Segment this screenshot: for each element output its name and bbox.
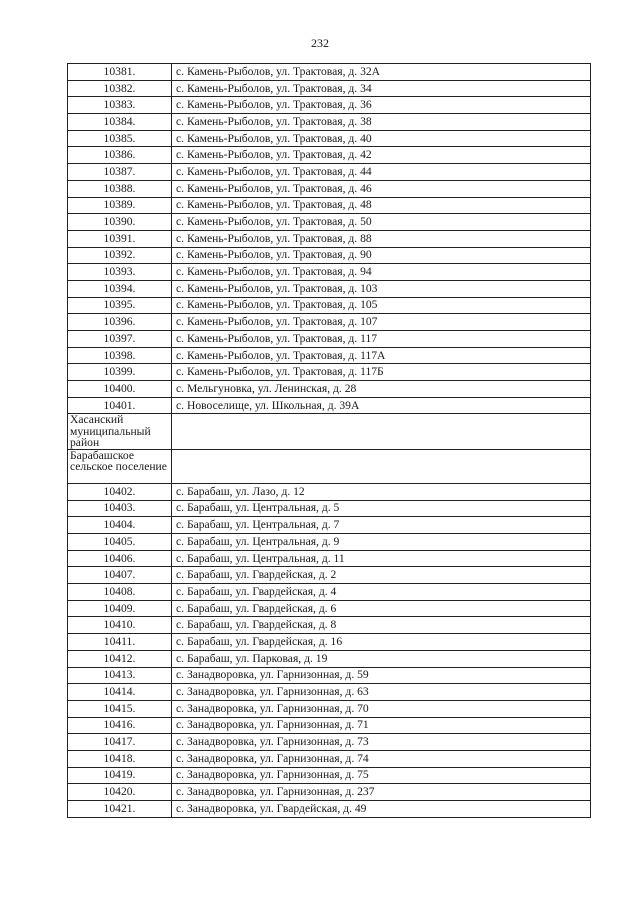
row-address: с. Камень-Рыболов, ул. Трактовая, д. 117 [172,331,591,348]
row-number: 10398. [68,347,172,364]
table-row [68,130,591,147]
row-number: 10406. [68,550,172,567]
table-row [68,314,591,331]
table-row [68,567,591,584]
row-number: 10413. [68,667,172,684]
table-row [68,584,591,601]
row-address: с. Занадворовка, ул. Гарнизонная, д. 73 [172,734,591,751]
section-row [68,414,591,450]
row-address: с. Камень-Рыболов, ул. Трактовая, д. 50 [172,214,591,231]
row-address: с. Камень-Рыболов, ул. Трактовая, д. 40 [172,130,591,147]
row-address: с. Барабаш, ул. Центральная, д. 7 [172,517,591,534]
row-number: 10384. [68,114,172,131]
table-row [68,64,591,81]
row-number: 10402. [68,483,172,500]
table-row [68,784,591,801]
row-address: с. Барабаш, ул. Гвардейская, д. 4 [172,584,591,601]
row-address: с. Барабаш, ул. Центральная, д. 5 [172,500,591,517]
table-row [68,364,591,381]
row-address: с. Камень-Рыболов, ул. Трактовая, д. 36 [172,97,591,114]
row-number: 10403. [68,500,172,517]
row-number: 10386. [68,147,172,164]
row-number: 10417. [68,734,172,751]
row-address: с. Занадворовка, ул. Гарнизонная, д. 237 [172,784,591,801]
row-address: с. Занадворовка, ул. Гарнизонная, д. 63 [172,684,591,701]
row-address: с. Занадворовка, ул. Гарнизонная, д. 75 [172,767,591,784]
row-address: с. Занадворовка, ул. Гарнизонная, д. 74 [172,750,591,767]
table-row [68,331,591,348]
row-number: 10394. [68,280,172,297]
table-row [68,684,591,701]
row-address: с. Камень-Рыболов, ул. Трактовая, д. 107 [172,314,591,331]
row-number: 10400. [68,381,172,398]
table-row [68,717,591,734]
row-address: с. Новоселище, ул. Школьная, д. 39А [172,397,591,414]
row-address: с. Барабаш, ул. Лазо, д. 12 [172,483,591,500]
section-empty-cell [172,449,591,483]
row-address: с. Камень-Рыболов, ул. Трактовая, д. 38 [172,114,591,131]
row-address: с. Барабаш, ул. Центральная, д. 9 [172,534,591,551]
row-number: 10418. [68,750,172,767]
table-row [68,264,591,281]
row-address: с. Барабаш, ул. Гвардейская, д. 2 [172,567,591,584]
row-address: с. Барабаш, ул. Гвардейская, д. 6 [172,600,591,617]
row-address: с. Камень-Рыболов, ул. Трактовая, д. 94 [172,264,591,281]
row-number: 10397. [68,331,172,348]
row-number: 10381. [68,64,172,81]
row-address: с. Мельгуновка, ул. Ленинская, д. 28 [172,381,591,398]
table-row [68,767,591,784]
row-number: 10401. [68,397,172,414]
row-number: 10412. [68,650,172,667]
row-number: 10420. [68,784,172,801]
row-number: 10389. [68,197,172,214]
row-address: с. Занадворовка, ул. Гарнизонная, д. 71 [172,717,591,734]
table-row [68,700,591,717]
row-number: 10388. [68,180,172,197]
row-number: 10419. [68,767,172,784]
row-address: с. Камень-Рыболов, ул. Трактовая, д. 32А [172,64,591,81]
table-row [68,381,591,398]
row-number: 10408. [68,584,172,601]
row-number: 10393. [68,264,172,281]
section-label: Барабашское сельское поселение [68,449,172,483]
row-number: 10383. [68,97,172,114]
row-number: 10409. [68,600,172,617]
table-row [68,534,591,551]
section-row [68,449,591,483]
row-number: 10392. [68,247,172,264]
row-address: с. Камень-Рыболов, ул. Трактовая, д. 88 [172,230,591,247]
table-row [68,247,591,264]
row-address: с. Камень-Рыболов, ул. Трактовая, д. 103 [172,280,591,297]
table-row [68,397,591,414]
table-row [68,634,591,651]
row-number: 10391. [68,230,172,247]
row-address: с. Занадворовка, ул. Гвардейская, д. 49 [172,801,591,818]
row-number: 10382. [68,80,172,97]
row-address: с. Камень-Рыболов, ул. Трактовая, д. 44 [172,164,591,181]
row-number: 10396. [68,314,172,331]
row-address: с. Камень-Рыболов, ул. Трактовая, д. 117А [172,347,591,364]
table-row [68,114,591,131]
row-number: 10395. [68,297,172,314]
table-row [68,147,591,164]
table-row [68,500,591,517]
row-address: с. Барабаш, ул. Гвардейская, д. 8 [172,617,591,634]
page-number: 232 [311,36,329,50]
row-address: с. Камень-Рыболов, ул. Трактовая, д. 34 [172,80,591,97]
table-row [68,801,591,818]
table-row [68,347,591,364]
row-number: 10415. [68,700,172,717]
row-address: с. Занадворовка, ул. Гарнизонная, д. 59 [172,667,591,684]
row-address: с. Камень-Рыболов, ул. Трактовая, д. 42 [172,147,591,164]
section-empty-cell [172,414,591,450]
table-row [68,80,591,97]
table-row [68,550,591,567]
row-address: с. Камень-Рыболов, ул. Трактовая, д. 48 [172,197,591,214]
table-row [68,667,591,684]
row-address: с. Камень-Рыболов, ул. Трактовая, д. 46 [172,180,591,197]
row-address: с. Барабаш, ул. Гвардейская, д. 16 [172,634,591,651]
table-row [68,280,591,297]
row-address: с. Барабаш, ул. Центральная, д. 11 [172,550,591,567]
row-number: 10390. [68,214,172,231]
address-table-body [68,64,591,818]
table-row [68,230,591,247]
section-label: Хасанский муниципальный район [68,414,172,450]
row-number: 10407. [68,567,172,584]
table-row [68,214,591,231]
row-number: 10410. [68,617,172,634]
row-address: с. Камень-Рыболов, ул. Трактовая, д. 90 [172,247,591,264]
row-address: с. Занадворовка, ул. Гарнизонная, д. 70 [172,700,591,717]
row-number: 10387. [68,164,172,181]
row-number: 10399. [68,364,172,381]
row-number: 10414. [68,684,172,701]
row-address: с. Барабаш, ул. Парковая, д. 19 [172,650,591,667]
table-row [68,600,591,617]
table-row [68,750,591,767]
table-row [68,297,591,314]
row-number: 10405. [68,534,172,551]
table-row [68,650,591,667]
table-row [68,734,591,751]
table-row [68,483,591,500]
row-number: 10411. [68,634,172,651]
row-number: 10421. [68,801,172,818]
table-row [68,180,591,197]
table-row [68,617,591,634]
row-number: 10385. [68,130,172,147]
address-table [67,63,591,818]
table-row [68,164,591,181]
row-address: с. Камень-Рыболов, ул. Трактовая, д. 105 [172,297,591,314]
table-row [68,197,591,214]
row-address: с. Камень-Рыболов, ул. Трактовая, д. 117Б [172,364,591,381]
table-row [68,517,591,534]
table-row [68,97,591,114]
row-number: 10404. [68,517,172,534]
row-number: 10416. [68,717,172,734]
